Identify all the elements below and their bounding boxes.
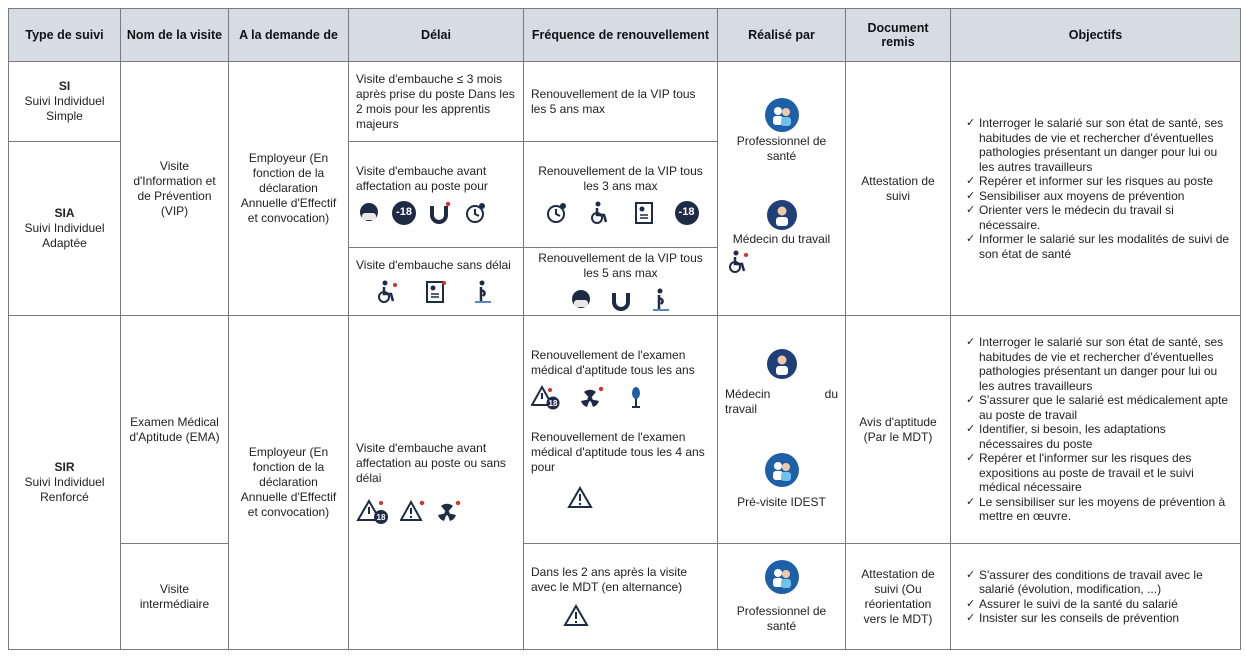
sia-name: Suivi Individuel Adaptée bbox=[24, 221, 105, 250]
doctor-icon bbox=[767, 349, 797, 379]
delay-sia-2-text: Visite d'embauche sans délai bbox=[356, 258, 511, 272]
header-performed-by: Réalisé par bbox=[718, 9, 846, 62]
minor-18-icon: -18 bbox=[675, 201, 699, 225]
warning-icon bbox=[563, 603, 589, 629]
row-sir bbox=[9, 316, 1241, 544]
freq-sia-1 bbox=[524, 142, 718, 248]
performed-by-intermediate bbox=[718, 544, 846, 650]
svg-text:18: 18 bbox=[376, 513, 386, 522]
objective-item: ✓ Repérer et l'informer sur les risques des expositions au poste de travail et le suivi médical nécessaire bbox=[966, 451, 1233, 495]
si-abbr: SI bbox=[58, 79, 71, 93]
header-delay: Délai bbox=[349, 9, 524, 62]
freq-sir bbox=[524, 316, 718, 544]
header-row bbox=[9, 9, 1241, 62]
requester-employer-1: Employeur (En fonction de la déclaration Annuelle d'Effectif et convocation) bbox=[229, 62, 349, 316]
objective-item: ✓ Informer le salarié sur les modalités de suivi de son état de santé bbox=[966, 232, 1233, 261]
document-avis: Avis d'aptitude (Par le MDT) bbox=[846, 316, 951, 544]
freq-sia-1-icons bbox=[531, 200, 710, 226]
mdt-label-1: Médecin du travail bbox=[732, 232, 831, 246]
freq-inter-icons bbox=[531, 603, 710, 629]
warning-icon bbox=[400, 498, 426, 524]
radiation-icon bbox=[436, 498, 462, 524]
pregnant-icon bbox=[470, 279, 496, 305]
svg-text:18: 18 bbox=[548, 399, 558, 408]
night-work-icon bbox=[543, 200, 569, 226]
performed-by-ema bbox=[718, 316, 846, 544]
minor-18-icon: -18 bbox=[392, 201, 416, 225]
health-professionals-icon bbox=[765, 98, 799, 132]
type-sia bbox=[9, 142, 121, 316]
objective-item: ✓ Orienter vers le médecin du travail si nécessaire. bbox=[966, 203, 1233, 232]
delay-sia-2 bbox=[349, 248, 524, 316]
medical-form-icon bbox=[422, 279, 448, 305]
document-attestation-2: Attestation de suivi (Ou réorientation vers le MDT) bbox=[846, 544, 951, 650]
document-attestation-1: Attestation de suivi bbox=[846, 62, 951, 316]
mannequin-icon bbox=[623, 384, 649, 410]
freq-sia-2 bbox=[524, 248, 718, 316]
mdt-label-2-c: travail bbox=[725, 402, 758, 416]
objective-item: ✓ Interroger le salarié sur son état de santé, ses habitudes de vie et rechercher d'éventuelles pathologies présentant un danger pour lui ou les autres travailleurs bbox=[966, 335, 1233, 393]
doctor-icon bbox=[767, 200, 797, 230]
delay-sir bbox=[349, 316, 524, 650]
freq-sir-2-icons bbox=[531, 485, 710, 511]
visit-vip: Visite d'Information et de Prévention (VIP) bbox=[121, 62, 229, 316]
freq-inter-text: Dans les 2 ans après la visite avec le MDT (en alternance) bbox=[531, 564, 688, 594]
health-professionals-icon bbox=[765, 453, 799, 487]
row-si bbox=[9, 62, 1241, 142]
delay-sia-1 bbox=[349, 142, 524, 248]
header-document: Document remis bbox=[846, 9, 951, 62]
magnet-icon bbox=[426, 200, 452, 226]
pro-label-2: Professionnel de santé bbox=[736, 603, 827, 633]
mdt-wheelchair-wrap bbox=[725, 249, 838, 279]
warning-icon bbox=[567, 485, 593, 511]
visit-ema: Examen Médical d'Aptitude (EMA) bbox=[121, 316, 229, 544]
header-requester: A la demande de bbox=[229, 9, 349, 62]
freq-sir-2-text: Renouvellement de l'examen médical d'aptitude tous les 4 ans pour bbox=[531, 430, 705, 474]
objective-item: ✓ Le sensibiliser sur les moyens de prévention à mettre en œuvre. bbox=[966, 495, 1233, 524]
mask-icon bbox=[356, 200, 382, 226]
sir-name: Suivi Individuel Renforcé bbox=[24, 475, 105, 504]
objective-item: ✓ Sensibiliser aux moyens de prévention bbox=[966, 189, 1233, 204]
magnet-icon bbox=[608, 287, 634, 313]
freq-sia-2-icons bbox=[531, 287, 710, 313]
delay-sia-1-icons bbox=[356, 200, 516, 226]
visit-intermediate: Visite intermédiaire bbox=[121, 544, 229, 650]
performer-pro-1 bbox=[725, 98, 838, 164]
mask-icon bbox=[568, 287, 594, 313]
delay-si: Visite d'embauche ≤ 3 mois après prise du poste Dans les 2 mois pour les apprentis majeurs bbox=[349, 62, 524, 142]
mdt-label-2 bbox=[725, 387, 838, 402]
wheelchair-icon bbox=[587, 200, 613, 226]
objective-item: ✓ Insister sur les conseils de prévention bbox=[966, 611, 1233, 626]
objectives-ema bbox=[951, 316, 1241, 544]
header-objectives: Objectifs bbox=[951, 9, 1241, 62]
warning-minor-icon bbox=[356, 498, 390, 524]
sir-abbr: SIR bbox=[54, 460, 75, 474]
header-frequency: Fréquence de renouvellement bbox=[524, 9, 718, 62]
performer-idest bbox=[725, 453, 838, 510]
wheelchair-icon bbox=[374, 279, 400, 305]
type-si bbox=[9, 62, 121, 142]
freq-intermediate bbox=[524, 544, 718, 650]
pregnant-icon bbox=[648, 287, 674, 313]
performer-mdt-1 bbox=[725, 200, 838, 247]
delay-sir-icons bbox=[356, 498, 516, 524]
radiation-icon bbox=[579, 384, 605, 410]
objective-item: ✓ Identifier, si besoin, les adaptations nécessaires du poste bbox=[966, 422, 1233, 451]
wheelchair-icon bbox=[725, 249, 751, 275]
delay-sir-text: Visite d'embauche avant affectation au poste ou sans délai bbox=[356, 441, 506, 485]
mdt-label-2-a: Médecin bbox=[725, 387, 771, 401]
objective-item: ✓ S'assurer des conditions de travail avec le salarié (évolution, modification, ...) bbox=[966, 568, 1233, 597]
freq-sir-1-text: Renouvellement de l'examen médical d'aptitude tous les ans bbox=[531, 348, 695, 377]
warning-minor-icon bbox=[531, 384, 561, 410]
si-name: Suivi Individuel Simple bbox=[24, 94, 105, 123]
night-work-icon bbox=[462, 200, 488, 226]
header-type: Type de suivi bbox=[9, 9, 121, 62]
health-professionals-icon bbox=[765, 560, 799, 594]
objective-item: ✓ S'assurer que le salarié est médicalement apte au poste de travail bbox=[966, 393, 1233, 422]
delay-sia-2-icons bbox=[356, 279, 516, 305]
sia-abbr: SIA bbox=[54, 206, 75, 220]
performer-pro-2 bbox=[725, 560, 838, 634]
performed-by-vip bbox=[718, 62, 846, 316]
freq-si: Renouvellement de la VIP tous les 5 ans max bbox=[524, 62, 718, 142]
objective-item: ✓ Interroger le salarié sur son état de santé, ses habitudes de vie et rechercher d'éventuelles pathologies présentant un danger pour lui ou les autres travailleurs bbox=[966, 116, 1233, 174]
performer-mdt-2 bbox=[725, 349, 838, 379]
surveillance-table bbox=[8, 8, 1241, 650]
header-visit-name: Nom de la visite bbox=[121, 9, 229, 62]
idest-label: Pré-visite IDEST bbox=[737, 495, 826, 509]
type-sir bbox=[9, 316, 121, 650]
objective-item: ✓ Repérer et informer sur les risques au poste bbox=[966, 174, 1233, 189]
objective-item: ✓ Assurer le suivi de la santé du salarié bbox=[966, 597, 1233, 612]
requester-employer-2: Employeur (En fonction de la déclaration Annuelle d'Effectif et convocation) bbox=[229, 316, 349, 650]
objectives-intermediate bbox=[951, 544, 1241, 650]
objectives-vip bbox=[951, 62, 1241, 316]
delay-sia-1-text: Visite d'embauche avant affectation au poste pour bbox=[356, 163, 488, 193]
medical-form-icon bbox=[631, 200, 657, 226]
mdt-label-2-b: du bbox=[824, 387, 838, 401]
row-intermediate bbox=[9, 544, 1241, 650]
freq-sia-2-text: Renouvellement de la VIP tous les 5 ans max bbox=[538, 250, 703, 280]
freq-sia-1-text: Renouvellement de la VIP tous les 3 ans max bbox=[538, 163, 703, 193]
pro-label-1: Professionnel de santé bbox=[736, 134, 827, 163]
freq-sir-1-icons bbox=[531, 384, 710, 410]
